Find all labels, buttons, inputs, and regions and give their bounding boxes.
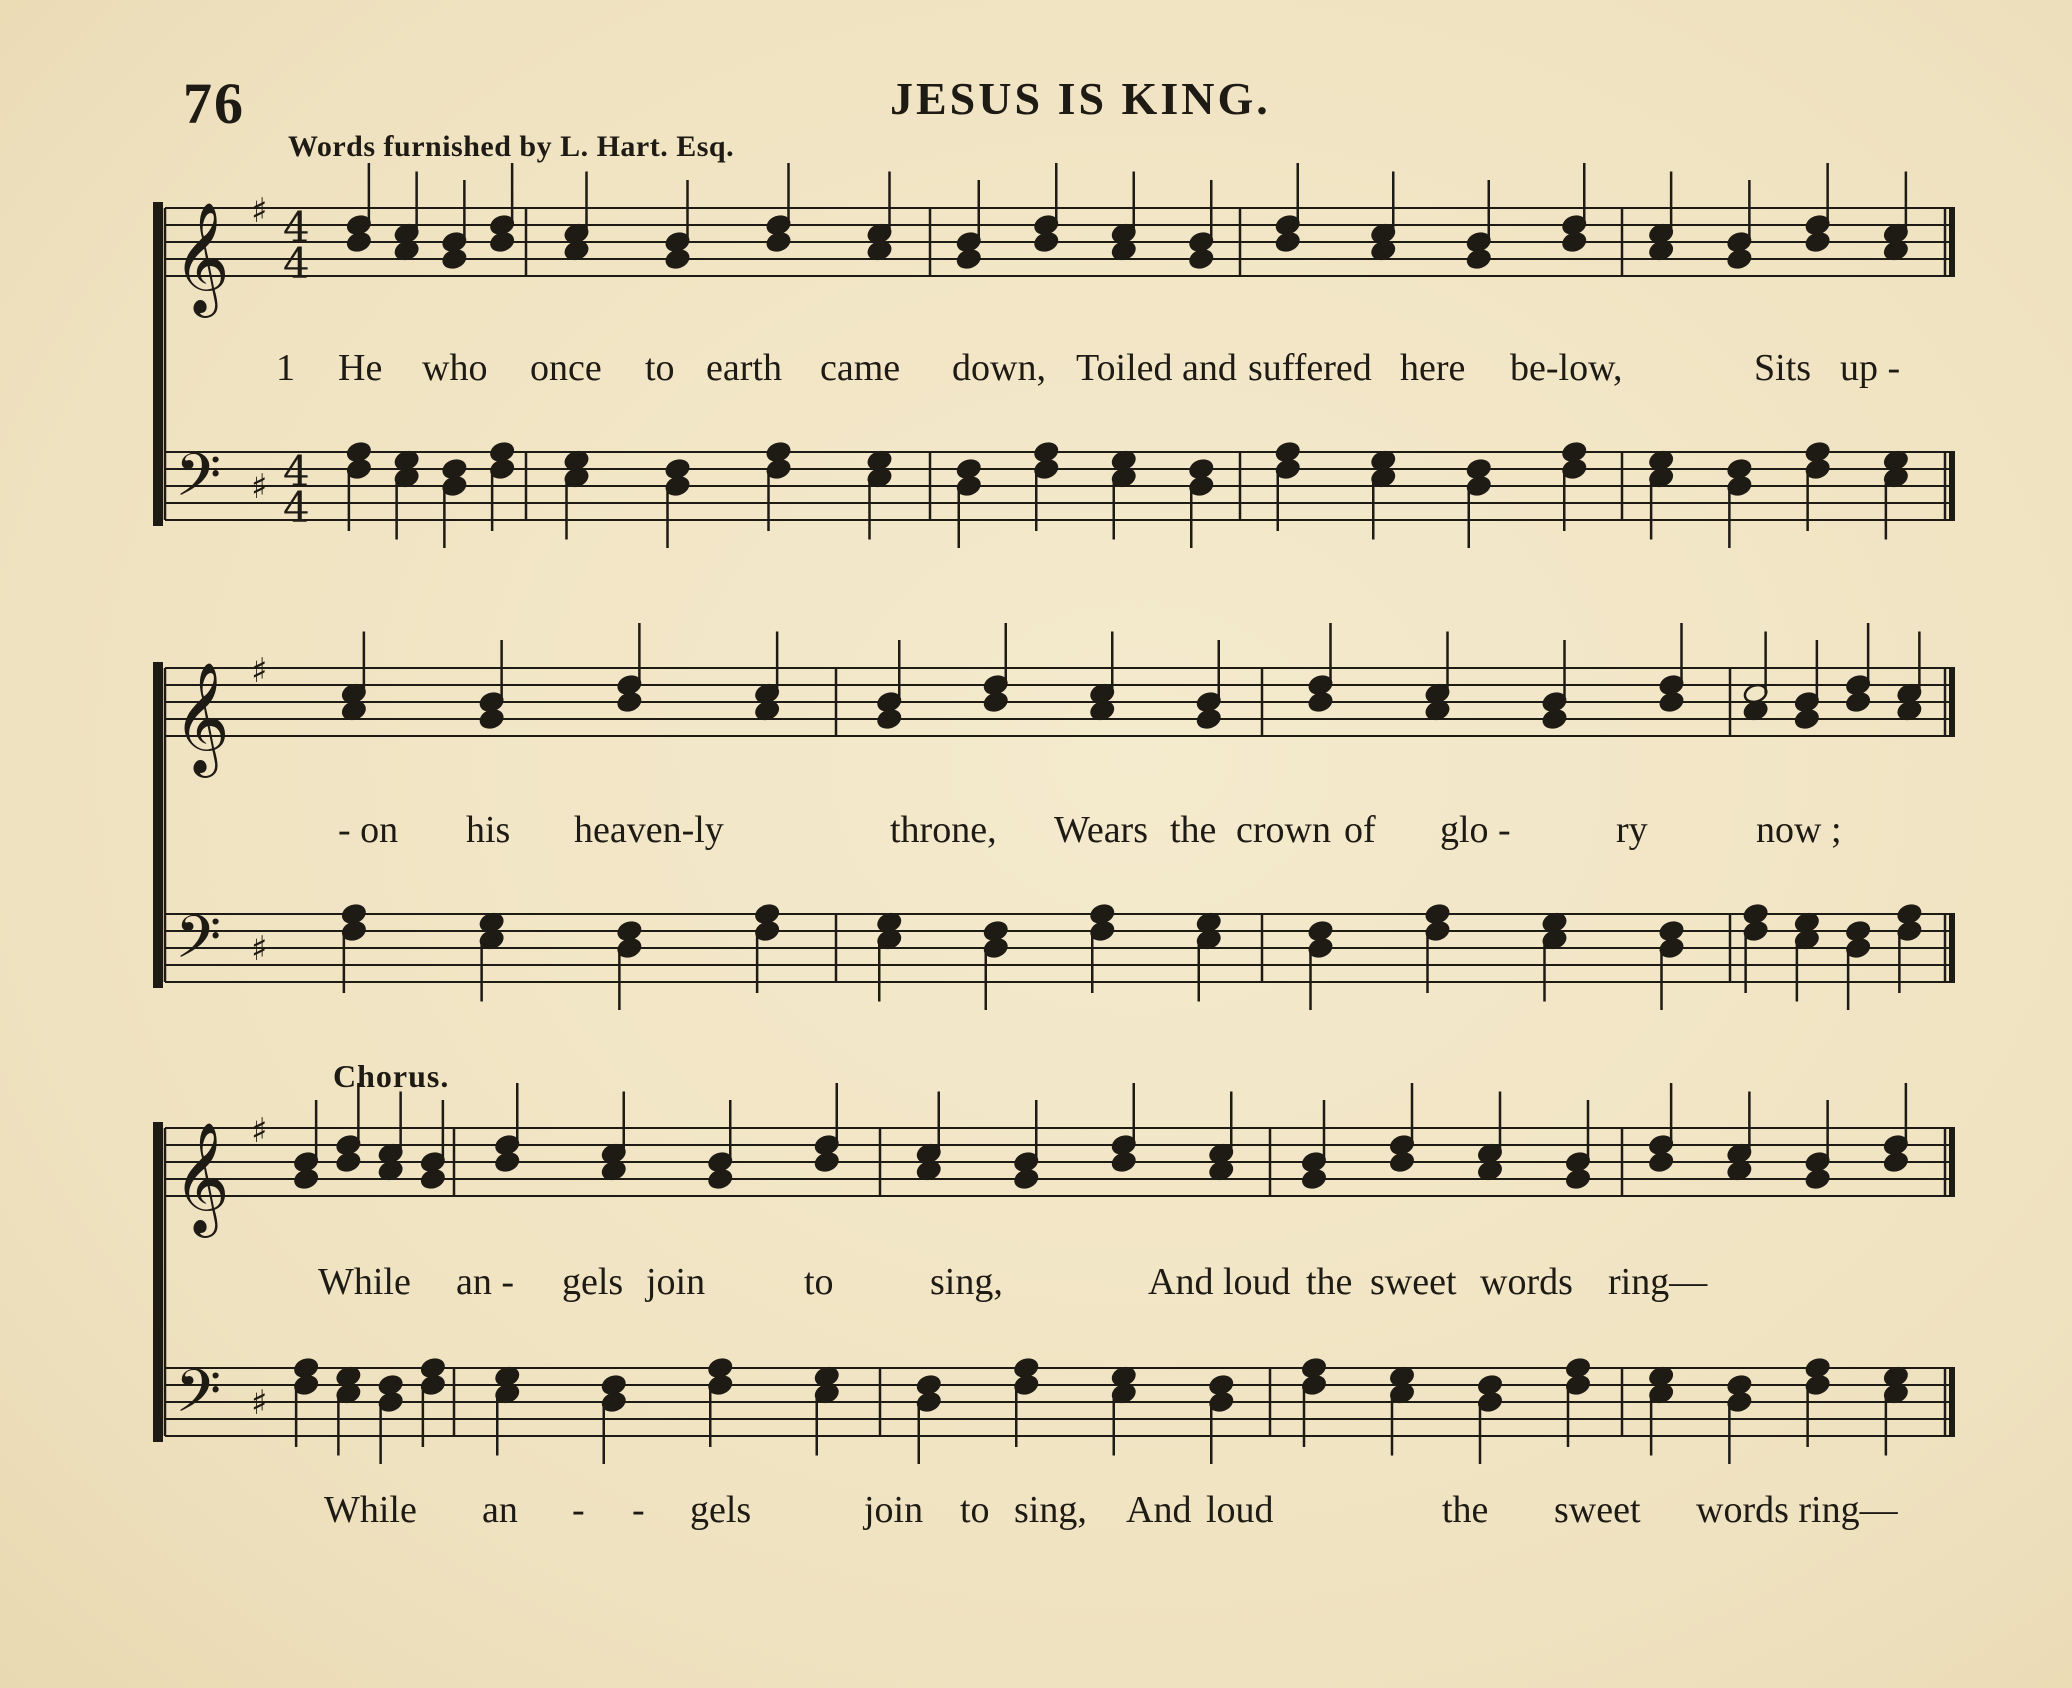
lyric-word: suffered [1248, 347, 1372, 389]
note-head [1561, 231, 1587, 254]
lyric-word: gels [690, 1489, 752, 1531]
note-head [1301, 1168, 1327, 1191]
note-head [293, 1168, 319, 1191]
note-head [420, 1168, 446, 1191]
lyric-word: to [960, 1489, 990, 1531]
treble-staff [165, 668, 1955, 736]
note-head [1565, 1357, 1591, 1380]
lyric-word: 1 [276, 347, 295, 389]
note-head [420, 1357, 446, 1380]
lyric-word: up - [1840, 347, 1901, 389]
treble-clef-icon: 𝄞 [173, 201, 230, 313]
lyric-word: While [324, 1489, 417, 1531]
bass-clef-icon: 𝄢 [175, 902, 222, 986]
lyric-word: - [572, 1489, 585, 1531]
note-head [707, 1168, 733, 1191]
lyric-word: once [530, 347, 602, 389]
note-head [1658, 691, 1684, 714]
note-head [916, 1374, 942, 1397]
note-head [1307, 691, 1333, 714]
final-barline [1949, 668, 1955, 736]
lyric-word: Toiled and [1076, 347, 1237, 389]
note-head [1541, 708, 1567, 731]
hymn-title: JESUS IS KING. [890, 73, 1271, 124]
lyric-word: who [422, 347, 488, 389]
note-head [479, 708, 505, 731]
note-head [293, 1357, 319, 1380]
time-signature-top: 4 [283, 447, 310, 496]
lyric-word: ring— [1608, 1261, 1708, 1303]
system-bracket [153, 202, 163, 526]
lyric-word: ry [1616, 809, 1648, 851]
lyric-word: the [1442, 1489, 1489, 1531]
lyric-word: here [1400, 347, 1466, 389]
note-head [664, 248, 690, 271]
note-head [956, 248, 982, 271]
bass-clef-icon: 𝄢 [175, 1356, 222, 1440]
lyric-word: to [645, 347, 675, 389]
note-head [1196, 708, 1222, 731]
note-head [441, 248, 467, 271]
treble-clef-icon: 𝄞 [173, 1121, 230, 1233]
sharp-icon: ♯ [251, 1111, 268, 1151]
lyric-word: be-low, [1510, 347, 1623, 389]
lyric-word: the [1170, 809, 1217, 851]
lyric-word: an - [456, 1261, 515, 1303]
note-head [1477, 1374, 1503, 1397]
lyric-word: sweet [1370, 1261, 1457, 1303]
note-head [707, 1357, 733, 1380]
lyric-word: Sits [1754, 347, 1812, 389]
lyric-word: sing, [930, 1261, 1003, 1303]
sharp-icon: ♯ [251, 929, 268, 969]
note-head [378, 1374, 404, 1397]
bass-staff [165, 914, 1955, 982]
note-head [1845, 691, 1871, 714]
chorus-label: Chorus. [333, 1058, 450, 1094]
bass-clef-icon: 𝄢 [175, 440, 222, 524]
note-head [956, 458, 982, 481]
note-head [1089, 903, 1115, 926]
lyric-word: his [466, 809, 511, 851]
lyric-word: words ring— [1696, 1489, 1898, 1531]
lyric-word: gels [562, 1261, 624, 1303]
note-head [754, 903, 780, 926]
lyric-word: earth [706, 347, 782, 389]
note-head [1275, 231, 1301, 254]
note-head [1424, 903, 1450, 926]
note-head [1466, 248, 1492, 271]
note-head [489, 231, 515, 254]
note-head [1466, 458, 1492, 481]
lyric-word: the [1306, 1261, 1353, 1303]
note-head [1561, 441, 1587, 464]
note-head [1307, 920, 1333, 943]
lyric-word: of [1344, 809, 1376, 851]
treble-clef-icon: 𝄞 [173, 661, 230, 773]
note-head [1726, 248, 1752, 271]
note-head [1389, 1151, 1415, 1174]
time-signature-top: 4 [283, 203, 310, 252]
note-head [1033, 231, 1059, 254]
note-head [489, 441, 515, 464]
final-barline [1949, 208, 1955, 276]
note-head [1301, 1357, 1327, 1380]
note-head [1275, 441, 1301, 464]
lyric-word: sweet [1554, 1489, 1641, 1531]
sharp-icon: ♯ [251, 1383, 268, 1423]
note-head [1743, 903, 1769, 926]
lyric-word: words [1480, 1261, 1573, 1303]
page-number: 76 [183, 71, 245, 136]
final-barline [1949, 452, 1955, 520]
lyric-word: down, [952, 347, 1046, 389]
lyric-word: throne, [890, 809, 997, 851]
time-signature-bottom: 4 [283, 239, 310, 288]
lyric-word: heaven-ly [574, 809, 724, 851]
lyric-word: crown [1236, 809, 1331, 851]
note-head [876, 708, 902, 731]
note-head [1033, 441, 1059, 464]
lyric-word: - on [338, 809, 399, 851]
bass-staff [165, 452, 1955, 520]
note-head [616, 691, 642, 714]
final-barline [1949, 1368, 1955, 1436]
note-head [1188, 458, 1214, 481]
treble-staff [165, 208, 1955, 276]
note-head [1188, 248, 1214, 271]
lyric-word: join [646, 1261, 706, 1303]
note-head [1648, 1151, 1674, 1174]
note-head [983, 920, 1009, 943]
sharp-icon: ♯ [251, 467, 268, 507]
note-head [1805, 1168, 1831, 1191]
lyric-word: came [820, 347, 901, 389]
lyric-word: glo - [1440, 809, 1511, 851]
note-head [346, 441, 372, 464]
system-bracket [153, 1122, 163, 1442]
sharp-icon: ♯ [251, 191, 268, 231]
note-head [1896, 903, 1922, 926]
note-head [1805, 1357, 1831, 1380]
note-head [1726, 458, 1752, 481]
note-head [441, 458, 467, 481]
lyric-word: While [318, 1261, 411, 1303]
note-head [664, 458, 690, 481]
note-head [601, 1374, 627, 1397]
note-head [494, 1151, 520, 1174]
note-head [335, 1151, 361, 1174]
note-head [1845, 920, 1871, 943]
lyric-word: an [482, 1489, 518, 1531]
note-head [1111, 1151, 1137, 1174]
lyric-word: now ; [1756, 809, 1842, 851]
note-head [1805, 231, 1831, 254]
lyric-word: And [1126, 1489, 1192, 1531]
lyric-word: to [804, 1261, 834, 1303]
note-head [1658, 920, 1684, 943]
final-barline [1949, 1128, 1955, 1196]
time-signature-bottom: 4 [283, 483, 310, 532]
note-head [765, 231, 791, 254]
lyric-word: sing, [1014, 1489, 1087, 1531]
note-head [1883, 1151, 1909, 1174]
note-head [983, 691, 1009, 714]
lyric-word: loud [1206, 1489, 1274, 1531]
note-head [1565, 1168, 1591, 1191]
note-head [814, 1151, 840, 1174]
lyric-word: join [864, 1489, 924, 1531]
note-head [1013, 1168, 1039, 1191]
final-barline [1949, 914, 1955, 982]
system-bracket [153, 662, 163, 988]
note-head [765, 441, 791, 464]
note-head [1013, 1357, 1039, 1380]
note-head [1726, 1374, 1752, 1397]
note-head [1794, 708, 1820, 731]
lyric-word: Wears [1054, 809, 1148, 851]
note-head [616, 920, 642, 943]
lyric-word: He [338, 347, 383, 389]
note-head [1208, 1374, 1234, 1397]
words-credit: Words furnished by L. Hart. Esq. [288, 130, 735, 163]
note-head [1805, 441, 1831, 464]
lyric-word: - [632, 1489, 645, 1531]
sharp-icon: ♯ [251, 651, 268, 691]
note-head [346, 231, 372, 254]
lyric-word: And loud [1148, 1261, 1291, 1303]
note-head [341, 903, 367, 926]
